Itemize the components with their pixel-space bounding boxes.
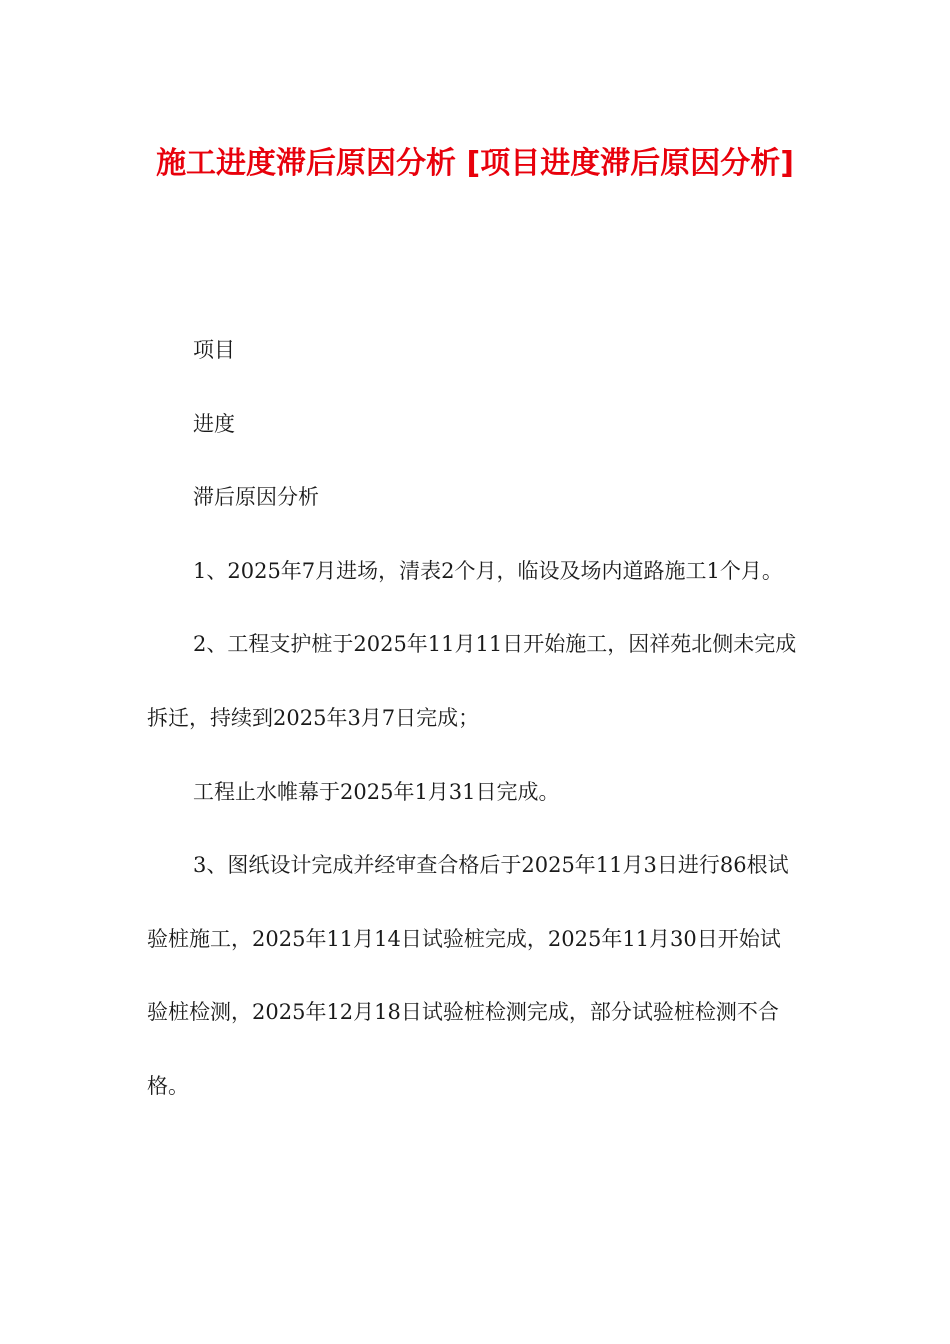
paragraph-project: 项目 — [193, 338, 235, 362]
document-body — [147, 314, 797, 1124]
paragraph-item-2: 2、工程支护桩于2025年11月11日开始施工，因祥苑北侧未完成拆迁，持续到2025年3月7日完成； — [147, 632, 797, 730]
paragraph-item-3: 3、图纸设计完成并经审查合格后于2025年11月3日进行86根试验桩施工，2025年11月14日试验桩完成，2025年11月30日开始试验桩检测，2025年12月18日试验桩检测完成，部分试验桩检测不合格。 — [147, 853, 789, 1098]
paragraph-waterproof-curtain: 工程止水帷幕于2025年1月31日完成。 — [193, 779, 560, 804]
paragraph-progress: 进度 — [193, 411, 235, 436]
paragraph-item-1: 1、2025年7月进场，清表2个月，临设及场内道路施工1个月。 — [193, 558, 783, 583]
paragraph-delay-analysis: 滞后原因分析 — [193, 485, 319, 510]
document-title: 施工进度滞后原因分析 [项目进度滞后原因分析] — [156, 146, 794, 181]
